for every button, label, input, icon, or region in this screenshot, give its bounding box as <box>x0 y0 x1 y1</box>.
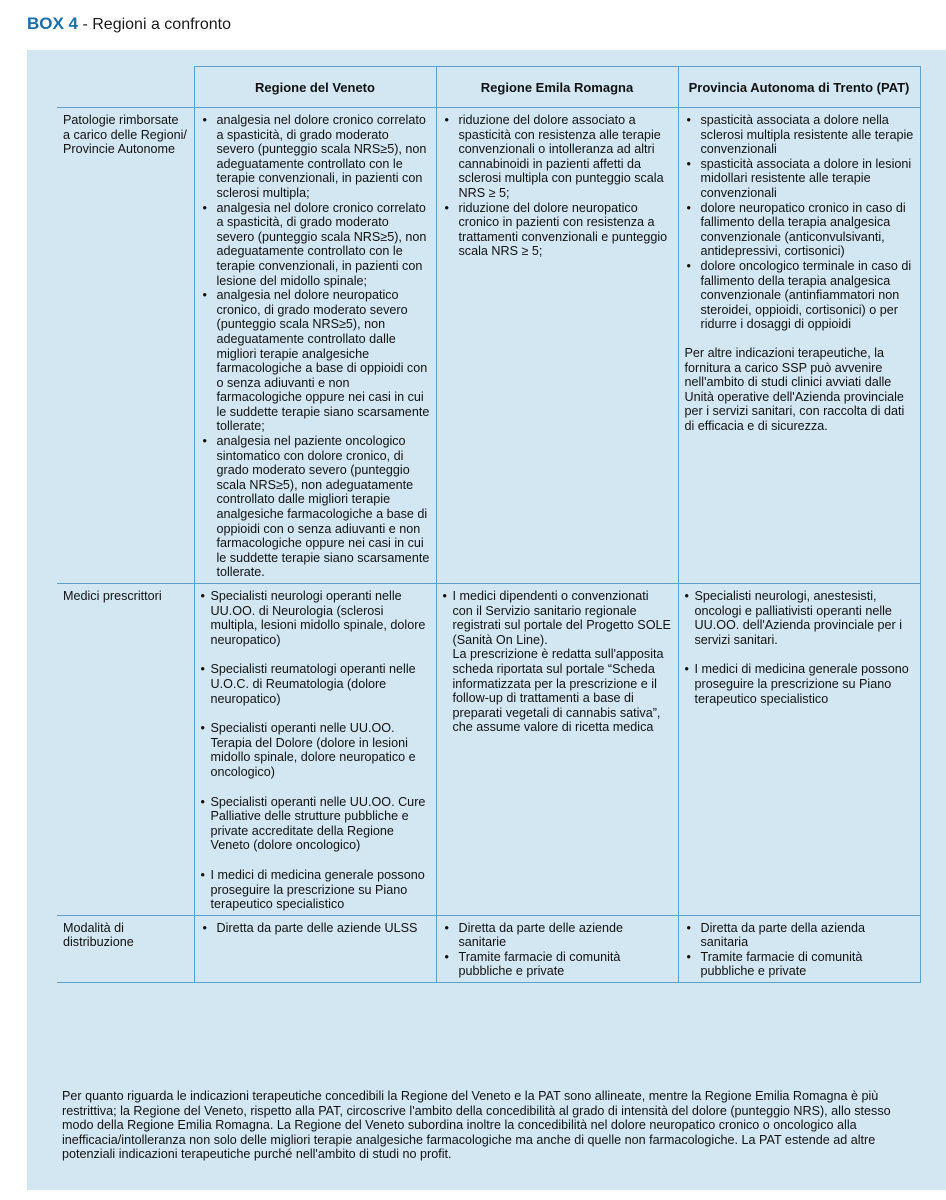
column-header-veneto: Regione del Veneto <box>194 67 436 108</box>
cell-veneto-distribuzione <box>194 915 436 982</box>
list-item: • Diretta da parte della azienda sanitaria <box>685 921 914 950</box>
list-item: • Specialisti operanti nelle UU.OO. Cure Palliative delle strutture pubbliche e private accreditate della Regione Veneto (dolore oncologico) <box>201 795 430 853</box>
list-item: • Diretta da parte delle aziende sanitarie <box>443 921 672 950</box>
list-item: • analgesia nel dolore cronico correlato a spasticità, di grado moderato severo (punteggio scala NRS≥5), non adeguatamente controllato con le terapie convenzionali, in pazienti con sclerosi multipla; <box>201 113 430 201</box>
list-item: • analgesia nel dolore cronico correlato a spasticità, di grado moderato severo (punteggio scala NRS≥5), non adeguatamente controllato con le terapie convenzionali, in pazienti con lesione del midollo spinale; <box>201 201 430 289</box>
cell-trento-medici <box>678 584 920 916</box>
box-heading <box>27 14 231 34</box>
list-item: • dolore oncologico terminale in caso di fallimento della terapia analgesica convenzionale (antinfiammatori non steroidei, oppioidi, cortisonici) o per ridurre i dosaggi di oppioidi <box>685 259 914 332</box>
table-row-medici <box>57 584 920 916</box>
list-item: • Tramite farmacie di comunità pubbliche e private <box>443 950 672 979</box>
list-item: • analgesia nel dolore neuropatico cronico, di grado moderato severo (punteggio scala NRS≥5), non adeguatamente controllato dalle migliori terapie analgesiche farmacologiche a base di oppioidi con o senza adiuvanti e non farmacologiche oppure nei casi in cui le suddette terapie siano scarsamente tollerate; <box>201 288 430 434</box>
cell-trento-distribuzione <box>678 915 920 982</box>
cell-emilia-medici <box>436 584 678 916</box>
header-blank-cell <box>57 67 194 108</box>
list-item: • spasticità associata a dolore nella sclerosi multipla resistente alle terapie convenzionali <box>685 113 914 157</box>
cell-emilia-patologie <box>436 108 678 584</box>
trento-note: Per altre indicazioni terapeutiche, la fornitura a carico SSP può avvenire nell'ambito di studi clinici avviati dalle Unità operative dell'Azienda provinciale per i servizi sanitari, con raccolta di dati di efficacia e di sicurezza. <box>684 345 905 433</box>
list-item: • Specialisti neurologi operanti nelle UU.OO. di Neurologia (sclerosi multipla, lesioni midollo spinale, dolore neuropatico) <box>201 589 430 647</box>
cell-trento-patologie <box>678 108 920 584</box>
cell-veneto-patologie <box>194 108 436 584</box>
table-header-row <box>57 67 920 108</box>
emilia-prescription-note: La prescrizione è redatta sull'apposita scheda riportata sul portale “Scheda informatizzata per la prescrizione e il follow-up di trattamenti a base di preparati vegetali di cannabis sativa”, che assume valore di ricetta medica <box>452 647 664 735</box>
comparison-panel <box>27 50 946 1190</box>
list-item: • riduzione del dolore associato a spasticità con resistenza alle terapie convenzionali o intolleranza ad altri cannabinoidi in pazienti affetti da sclerosi multipla con punteggio scala NRS ≥ 5; <box>443 113 672 201</box>
row-label-medici: Medici prescrittori <box>57 584 194 916</box>
list-item: • spasticità associata a dolore in lesioni midollari resistente alle terapie convenzionali <box>685 157 914 201</box>
box-title: - Regioni a confronto <box>78 16 232 33</box>
table-row-patologie <box>57 108 920 584</box>
list-item: • dolore neuropatico cronico in caso di fallimento della terapia analgesica convenzionale (anticonvulsivanti, antidepressivi, cortisonici) <box>685 201 914 259</box>
row-label-distribuzione: Modalità di distribuzione <box>57 915 194 982</box>
cell-veneto-medici <box>194 584 436 916</box>
list-item: • riduzione del dolore neuropatico cronico in pazienti con resistenza a trattamenti convenzionali e punteggio scala NRS ≥ 5; <box>443 201 672 259</box>
list-item: • I medici di medicina generale possono proseguire la prescrizione su Piano terapeutico specialistico <box>685 662 914 706</box>
emilia-prescriber-text: I medici dipendenti o convenzionati con il Servizio sanitario regionale registrati sul portale del Progetto SOLE (Sanità On Line). <box>452 589 671 647</box>
table-row-distribuzione <box>57 915 920 982</box>
list-item <box>443 589 672 735</box>
cell-emilia-distribuzione <box>436 915 678 982</box>
row-label-patologie: Patologie rimborsate a carico delle Regioni/ Provincie Autonome <box>57 108 194 584</box>
summary-paragraph: Per quanto riguarda le indicazioni terapeutiche concedibili la Regione del Veneto e la PAT sono allineate, mentre la Regione Emilia Romagna è più restrittiva; la Regione del Veneto, rispetto alla PAT, circoscrive l'ambito della concedibilità al grado di intensità del dolore (punteggio NRS), allo stesso modo della Regione Emilia Romagna. La Regione del Veneto subordina inoltre la concedibilità nel dolore neuropatico cronico o oncologico alla inefficacia/intolleranza non solo delle migliori terapie analgesiche farmacologiche ma anche di quelle non farmacologiche. La PAT estende ad altre potenziali indicazioni terapeutiche purché nell'ambito di studi no profit. <box>62 1089 891 1162</box>
list-item: • Diretta da parte delle aziende ULSS <box>201 921 430 936</box>
column-header-emilia: Regione Emila Romagna <box>436 67 678 108</box>
list-item: • Tramite farmacie di comunità pubbliche e private <box>685 950 914 979</box>
list-item: • Specialisti neurologi, anestesisti, oncologi e palliativisti operanti nelle UU.OO. dell'Azienda provinciale per i servizi sanitari. <box>685 589 914 647</box>
comparison-table <box>57 66 921 983</box>
box-label: BOX 4 <box>27 14 79 33</box>
list-item: • Specialisti operanti nelle UU.OO. Terapia del Dolore (dolore in lesioni midollo spinale, dolore neuropatico e oncologico) <box>201 721 430 779</box>
list-item: • analgesia nel paziente oncologico sintomatico con dolore cronico, di grado moderato severo (punteggio scala NRS≥5), non adeguatamente controllato dalle migliori terapie analgesiche farmacologiche a base di oppioidi con o senza adiuvanti e non farmacologiche oppure nei casi in cui le suddette terapie siano scarsamente tollerate. <box>201 434 430 580</box>
list-item: • Specialisti reumatologi operanti nelle U.O.C. di Reumatologia (dolore neuropatico) <box>201 662 430 706</box>
list-item: • I medici di medicina generale possono proseguire la prescrizione su Piano terapeutico specialistico <box>201 868 430 912</box>
column-header-trento: Provincia Autonoma di Trento (PAT) <box>678 67 920 108</box>
